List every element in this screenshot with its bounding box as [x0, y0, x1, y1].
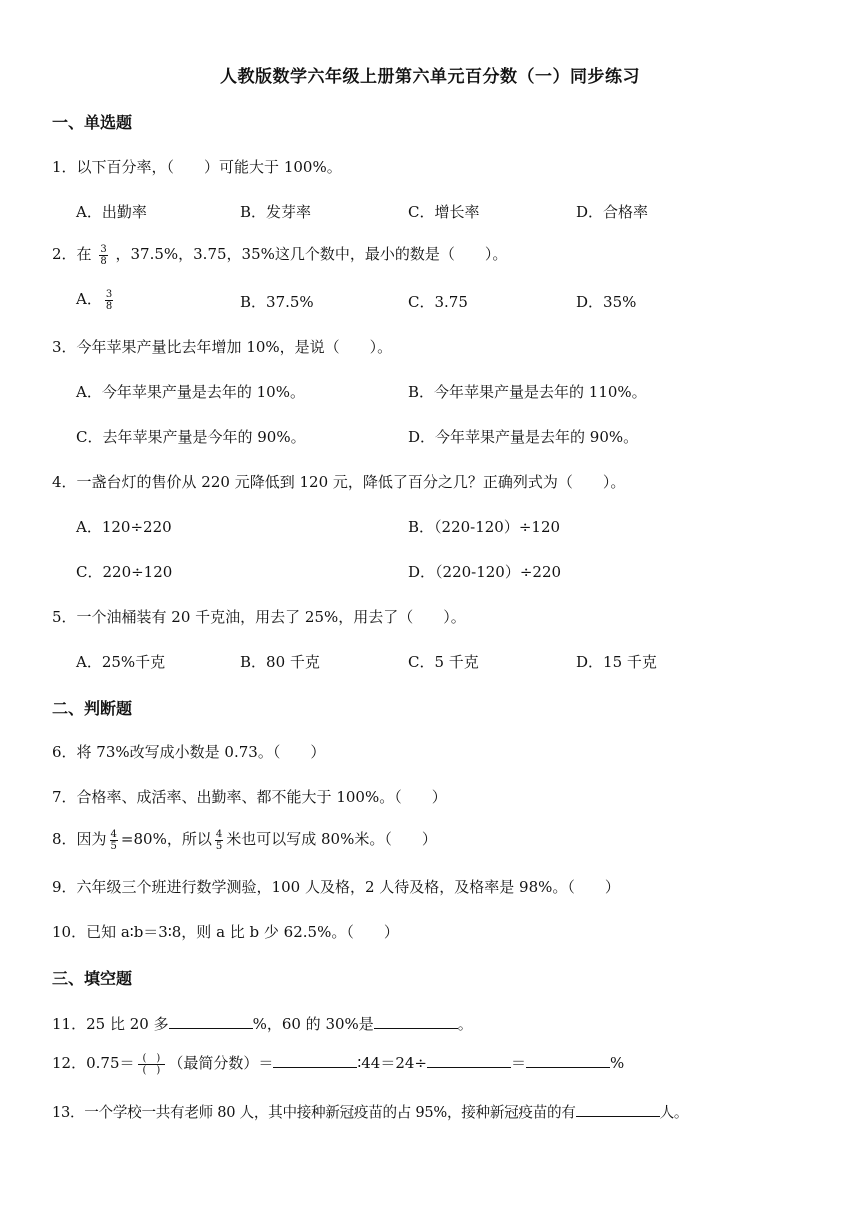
answer-blank[interactable] — [526, 1053, 610, 1068]
q2-option-b: B．37.5% — [240, 293, 314, 311]
q11-text-pre: 11．25 比 20 多 — [52, 1015, 169, 1033]
q12-text-mid2: ∶44＝24÷ — [357, 1054, 427, 1072]
fraction-numerator: 3 — [100, 243, 107, 255]
q11-text-mid: %，60 的 30%是 — [252, 1015, 374, 1033]
q2-fraction — [99, 244, 107, 267]
fraction-numerator: 3 — [105, 288, 113, 300]
fraction-denominator: 8 — [105, 300, 113, 312]
q12-text-mid1: （最简分数）＝ — [168, 1054, 274, 1072]
q3-option-d: D．今年苹果产量是去年的 90%。 — [408, 428, 639, 446]
section-heading-single-choice: 一、单选题 — [52, 113, 133, 132]
fraction-denominator: 8 — [100, 255, 107, 267]
fraction-denominator: 5 — [110, 840, 117, 852]
question-7: 7．合格率、成活率、出勤率、都不能大于 100%。（ ） — [52, 788, 447, 806]
q8-text-post: 米也可以写成 80%米。（ ） — [226, 830, 437, 848]
q12-fraction-blank[interactable] — [138, 1053, 166, 1076]
question-10: 10．已知 a∶b＝3∶8，则 a 比 b 少 62.5%。（ ） — [52, 923, 399, 941]
q11-text-post: 。 — [457, 1015, 473, 1033]
q4-option-d: D．（220-120）÷220 — [408, 563, 562, 581]
question-1: 1．以下百分率，（ ）可能大于 100%。 — [52, 158, 342, 176]
q4-option-b: B．（220-120）÷120 — [408, 518, 561, 536]
q8-text-mid: =80%，所以 — [120, 830, 212, 848]
q5-option-b: B．80 千克 — [240, 653, 320, 671]
q2-option-a-fraction — [105, 289, 113, 312]
fraction-denominator: ( ) — [142, 1064, 161, 1076]
q4-option-c: C．220÷120 — [76, 563, 173, 581]
q2-option-c: C．3.75 — [408, 293, 468, 311]
answer-blank[interactable] — [169, 1014, 253, 1029]
q3-option-c: C．去年苹果产量是今年的 90%。 — [76, 428, 306, 446]
fraction-numerator: 4 — [215, 828, 223, 840]
q5-option-c: C．5 千克 — [408, 653, 479, 671]
question-2 — [52, 243, 507, 267]
q2-option-a — [76, 288, 116, 312]
question-6: 6．将 73%改写成小数是 0.73。（ ） — [52, 743, 326, 761]
q13-text-pre: 13．一个学校一共有老师 80 人，其中接种新冠疫苗的占 95%，接种新冠疫苗的有 — [52, 1104, 576, 1121]
q4-option-a: A．120÷220 — [76, 518, 172, 536]
q2-text-post: ，37.5%，3.75，35%这几个数中，最小的数是（ ）。 — [115, 245, 508, 263]
q2-text-pre: 2．在 — [52, 245, 92, 263]
section-heading-fill-blank: 三、填空题 — [52, 969, 133, 988]
answer-blank[interactable] — [427, 1053, 511, 1068]
fraction-numerator: 4 — [110, 828, 117, 840]
q5-option-a: A．25%千克 — [76, 653, 166, 671]
option-label: A． — [76, 290, 102, 308]
page-title: 人教版数学六年级上册第六单元百分数（一）同步练习 — [220, 67, 640, 87]
q3-option-a: A．今年苹果产量是去年的 10%。 — [76, 383, 305, 401]
q1-option-c: C．增长率 — [408, 203, 480, 221]
question-4: 4．一盏台灯的售价从 220 元降低到 120 元，降低了百分之几？正确列式为（ ）。 — [52, 473, 626, 491]
question-8 — [52, 828, 437, 852]
q8-fraction-2 — [215, 829, 223, 852]
q5-option-d: D．15 千克 — [576, 653, 657, 671]
q1-option-d: D．合格率 — [576, 203, 649, 221]
answer-blank[interactable] — [576, 1102, 660, 1117]
q2-option-d: D．35% — [576, 293, 637, 311]
answer-blank[interactable] — [374, 1014, 458, 1029]
q12-text-post: % — [610, 1054, 625, 1072]
fraction-denominator: 5 — [215, 840, 223, 852]
answer-blank[interactable] — [273, 1053, 357, 1068]
question-13 — [52, 1101, 688, 1122]
question-12 — [52, 1052, 624, 1076]
q8-text-pre: 8．因为 — [52, 830, 107, 848]
q13-text-post: 人。 — [659, 1104, 689, 1121]
section-heading-true-false: 二、判断题 — [52, 699, 133, 718]
q12-text-pre: 12．0.75＝ — [52, 1054, 135, 1072]
q8-fraction-1 — [110, 829, 118, 852]
question-5: 5．一个油桶装有 20 千克油，用去了 25%，用去了（ ）。 — [52, 608, 466, 626]
question-3: 3．今年苹果产量比去年增加 10%，是说（ ）。 — [52, 338, 393, 356]
fraction-numerator: ( ) — [138, 1053, 166, 1065]
q1-option-b: B．发芽率 — [240, 203, 312, 221]
question-9: 9．六年级三个班进行数学测验，100 人及格，2 人待及格，及格率是 98%。（ ） — [52, 878, 620, 896]
q1-option-a: A．出勤率 — [76, 203, 147, 221]
q3-option-b: B．今年苹果产量是去年的 110%。 — [408, 383, 647, 401]
q12-text-mid3: ＝ — [510, 1054, 526, 1072]
question-11 — [52, 1013, 473, 1034]
